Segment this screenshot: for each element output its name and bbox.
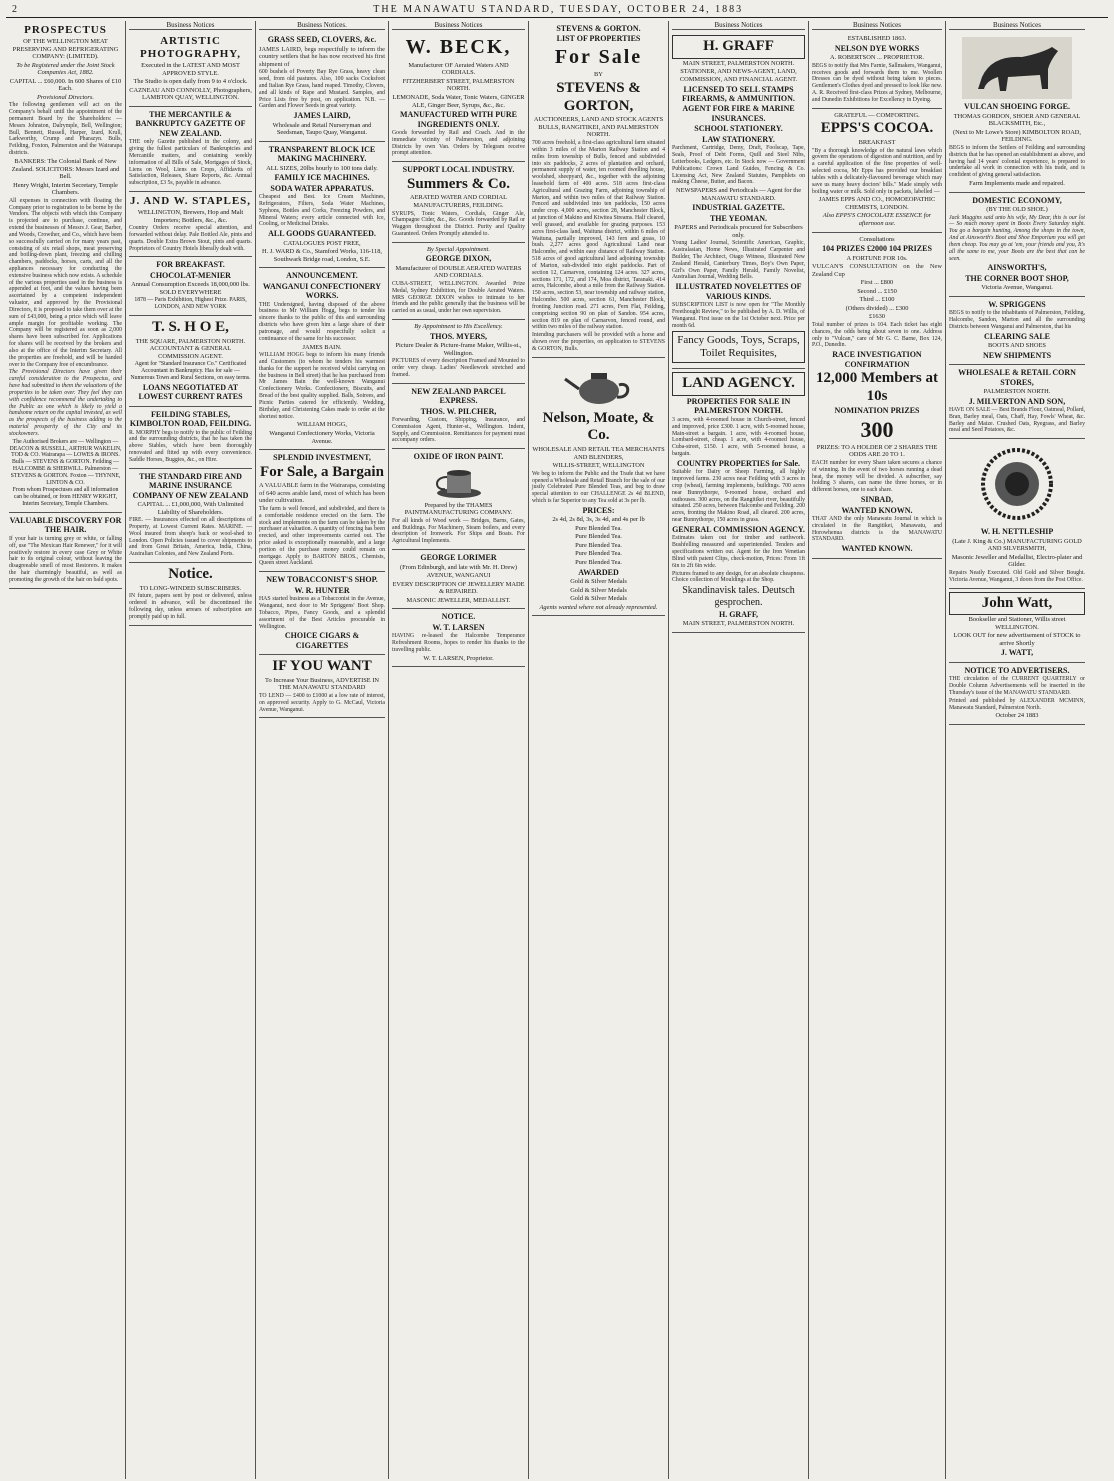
cigars: CHOICE CIGARS & CIGARETTES bbox=[284, 631, 360, 650]
tobacconist-heading: NEW TOBACCONIST'S SHOP. bbox=[266, 575, 378, 585]
horse-icon bbox=[962, 37, 1072, 99]
watt-sub: Bookseller and Stationer, Willis street WELLINGTON. bbox=[968, 616, 1066, 631]
larsen-body: HAVING re-leased the Halcombe Temperance Refreshment Rooms, hopes to render his thanks to the travelling public. bbox=[392, 633, 525, 653]
myers-body: PICTURES of every description Framed and Mounted to order very cheap. Ladies' Needlework stretched and framed. bbox=[392, 358, 525, 378]
prospectus-company: OF THE WELLINGTON MEAT PRESERVING AND REFRIGERATING COMPANY: (LIMITED). bbox=[12, 37, 119, 61]
vulcan-prizes: 104 PRIZES £2000 104 PRIZES bbox=[822, 244, 932, 254]
staples-ad bbox=[129, 192, 252, 257]
confectionery-body: THE Undersigned, having disposed of the above business to Mr William Hogg, begs to tender his sincere thanks to the public of this and surrounding districts who have given him a large share of their patronage, and would respectfully solicit a continuance of the same for his successor. bbox=[259, 301, 385, 342]
corner-heading: THE CORNER BOOT SHOP, bbox=[965, 273, 1069, 283]
spriggens-heading: W. SPRIGGENS bbox=[988, 299, 1046, 309]
mercantile-heading: THE MERCANTILE & BANKRUPTCY GAZETTE OF NEW ZEALAND. bbox=[135, 109, 246, 138]
column-1b-head: Business Notices bbox=[129, 21, 252, 30]
bargain-body: The farm is well fenced, and subdivided, and there is a comfortable residence erected on the farm. The stock and implements on the farm can be taken by the purchaser at valuation. A quantity of fencing has been erected, and other improvements carried out. The price asked is exceptionally reasonable, and a large portion of the purchase money could remain on mortgage. Apply to BARTON BROS., Chemists, Queen street Auckland. bbox=[259, 505, 385, 567]
column-3-head: Business Notices bbox=[392, 21, 525, 30]
laird-heading: GRASS SEED, CLOVERS, &c. bbox=[267, 35, 377, 45]
wanted-known-body: THAT AND the only Manawatu Journal in which is circulated in the Rangitikei, Manawatu, and Horowhenua districts is the MANAWATU STANDARD. bbox=[812, 515, 942, 543]
column-5-head: Business Notices bbox=[672, 21, 805, 30]
graff-periodicals: Young Ladies' Journal, Scientific American, Graphic, Australasian, Home News, Illustrated Carpenter and Builder, The Architect, Otago Witness, Illustrated New Zealand Herald, Canterbury Times, Boy's Own Paper, Girl's Own Paper, Family Herald, Family Novelist, Australian Journal, Wedding Bells. bbox=[672, 240, 805, 281]
parcel-ad bbox=[392, 384, 525, 450]
menier-awards: 1878 — Paris Exhibition, Highest Prize. PARIS, LONDON, AND NEW YORK bbox=[134, 297, 247, 311]
paint-can-icon bbox=[429, 465, 489, 499]
milverton-stores: WHOLESALE & RETAIL CORN STORES, bbox=[958, 368, 1076, 387]
prospectus-contact: From whom Prospectuses and all information can be obtained, or from HENRY WRIGHT, Interim Secretary, Temple Chambers. bbox=[12, 487, 119, 508]
menier-heading: CHOCOLAT-MENIER bbox=[150, 270, 231, 280]
epps-ad bbox=[812, 109, 942, 233]
spriggens-shipments: NEW SHIPMENTS bbox=[982, 350, 1052, 360]
domestic-poem: Jack Muggins said unto his wife, My Dear, this is our lot — So much money spent in Boots Every Saturday night. You go a bargain hunting, Among the shops in the town, And at Ainsworth's Boot and Shoe Emporium you will get them cheap. You may go at 'em, your friends and you, It's all the same to me, your Boots are the best that can be seen. bbox=[949, 214, 1085, 262]
sg-banner: STEVENS & GORTON. bbox=[556, 24, 641, 33]
notice-heading: Notice. bbox=[168, 566, 213, 583]
graff-trade: STATIONER, AND NEWS-AGENT, LAND, COMMISSION, AND FINANCIAL AGENT. bbox=[679, 68, 798, 84]
summers-ad bbox=[392, 162, 525, 243]
prospectus-note: The Provisional Directors have given their careful consideration to the Prospectus, and have had submitted to them the valuations of the properties to be taken over. They feel they can with confidence recommend the undertaking to the Public as one which is likely to yield a handsome return on the capital invested, as well as the prospects of the business adding to the material prosperity of the City and its stockowners. bbox=[9, 369, 122, 437]
hoe-ad bbox=[129, 316, 252, 407]
family-ice: FAMILY ICE MACHINES. bbox=[274, 173, 370, 183]
vulcan-second: Second ... £150 bbox=[857, 287, 897, 295]
nelson-moate-ad bbox=[532, 358, 665, 617]
sg-for-sale: For Sale bbox=[554, 45, 643, 68]
hogg-sub: Wanganui Confectionery Works, Victoria Avenue. bbox=[269, 430, 375, 445]
vulcan-race: RACE INVESTIGATION CONFIRMATION bbox=[832, 350, 922, 369]
photography-firm: CAZNEAU AND CONNOLLY, Photographers, LAMBTON QUAY, WELLINGTON. bbox=[129, 86, 252, 102]
myers-appointment: By Appointment to His Excellency. bbox=[414, 323, 503, 331]
forge-heading: VULCAN SHOEING FORGE. bbox=[963, 102, 1070, 112]
beck-heading: W. BECK, bbox=[405, 36, 512, 59]
page-mark-right bbox=[1098, 4, 1102, 15]
summers-body: SYRUPS, Tonic Waters, Cordials, Ginger Ale, Champagne Cider, &c., &c. Goods forwarded by Rail or Waggon throughout the District. Purity and Quality Guaranteed. Orders Promptly attended to. bbox=[392, 210, 525, 238]
gordon-implements: Farm Implements made and repaired. bbox=[969, 180, 1065, 188]
nelson-prices: PRICES: bbox=[582, 505, 615, 515]
sg-by: BY bbox=[594, 71, 603, 79]
want-body: TO LEND — £400 to £1000 at a low rate of interest, on approved security. Apply to G. McCaul, Victoria Avenue, Wanganui. bbox=[259, 692, 385, 713]
spriggens-ad bbox=[949, 297, 1085, 365]
nelson-sub: WHOLESALE AND RETAIL TEA MERCHANTS AND BLENDERS, bbox=[532, 446, 665, 461]
land-mouldings: Pictures framed to any design, for an absolute cheapness. Choice collection of Mouldings at the Shop. bbox=[672, 570, 805, 584]
lorimer-ad bbox=[392, 550, 525, 609]
blended-4: Pure Blended Tea. bbox=[575, 550, 622, 558]
hogg-sign: WILLIAM HOGG, bbox=[296, 421, 348, 429]
tobacconist-ad bbox=[259, 572, 385, 655]
myers-ad bbox=[392, 320, 525, 384]
nettleship-ad bbox=[949, 439, 1085, 588]
domestic-heading: DOMESTIC ECONOMY, bbox=[972, 195, 1062, 205]
laird-intro: JAMES LAIRD, begs respectfully to inform the country settlers that he has now received his first shipment of bbox=[259, 45, 385, 68]
graff-subscription: SUBSCRIPTION LIST is now open for "The Monthly Freethought Review," to be published by A. D. Willis, of Wanganui. First issue on the 1st October next. Price per month 6d. bbox=[672, 302, 805, 329]
graff-agent: AGENT FOR FIRE & MARINE INSURANCES. bbox=[682, 104, 795, 123]
dixon-appointment: By Special Appointment. bbox=[427, 245, 490, 253]
want-sub: To Increase Your Business, ADVERTISE IN THE MANAWATU STANDARD bbox=[264, 676, 379, 692]
graff-ad bbox=[672, 32, 805, 369]
announcement: ANNOUNCEMENT. bbox=[286, 271, 358, 281]
column-1b bbox=[126, 21, 256, 1479]
myers-sub: Picture Dealer & Picture-frame Maker, Willis-st., Wellington. bbox=[395, 342, 522, 357]
teapot-illustration bbox=[532, 363, 665, 407]
vulcan-odds: PRIZES: TO A HOLDER OF 2 SHARES THE ODDS ARE 20 TO 1. bbox=[816, 443, 938, 459]
paint-can-illustration bbox=[392, 465, 525, 499]
printer-imprint: Printed and published by ALEXANDER MCMINN, Manawatu Standard, Palmerston North. bbox=[949, 697, 1085, 711]
nettleship-body: Repairs Neatly Executed. Old Gold and Silver Bought. Victoria Avenue, Wanganui, 3 doors from the Post Office. bbox=[949, 569, 1085, 583]
sg-sub: AUCTIONEERS, LAND AND STOCK AGENTS BULLS, RANGITIKEI, AND PALMERSTON NORTH. bbox=[533, 116, 664, 139]
graff-sign-address: MAIN STREET, PALMERSTON NORTH. bbox=[682, 620, 795, 628]
staples-sub: WELLINGTON, Brewers, Hop and Malt Importers; Bottlers, &c., &c. bbox=[137, 209, 244, 224]
photography-ad bbox=[129, 32, 252, 107]
graff-heading: H. GRAFF bbox=[672, 35, 805, 59]
domestic-ad bbox=[949, 193, 1085, 297]
photography-heading: ARTISTIC PHOTOGRAPHY, bbox=[140, 35, 241, 61]
graff-law: LAW STATIONERY. bbox=[702, 134, 775, 144]
dye-body: BEGS to notify that Mrs Farnie, Sallmakers, Wanganui, receives goods and forwards them to me. Woollen Dresses can be dyed without being taken to pieces. Gentlemen's Clothes dyed and pressed to look like new. A. R. Received first-class Prizes at Sydney, Melbourne, and Dunedin Exhibitions for Excellency in Dyeing. bbox=[812, 62, 942, 103]
soda-body: Cheapest and Best. Ice Cream Machines, Refrigerators, Filters, Soda Water Machines, Syphons, Bottles and Corks, Freezing Powders, and Mineral Waters; every article connected with Ice, Cooling, or Medicinal Drinks. bbox=[259, 194, 385, 228]
lorimer-address: AVENUE, WANGANUI bbox=[426, 572, 491, 580]
land-properties: PROPERTIES FOR SALE IN PALMERSTON NORTH. bbox=[686, 397, 791, 416]
oxide-sub: Prepared by the THAMES PAINTMANUFACTURING COMPANY. bbox=[404, 501, 513, 517]
ice-ad bbox=[259, 142, 385, 269]
consultations: Consultations bbox=[859, 235, 895, 243]
vulcan-fortune: A FORTUNE FOR 10s. bbox=[846, 254, 908, 262]
vulcan-sweep: EACH number for every Share taken secures a chance of winning. In the event of two horses running a dead heat, the money will be divided. A subscriber, say holding 3 shares, can name the three horses, or in different horses, one to each share. bbox=[812, 459, 942, 494]
wanted-known: WANTED KNOWN. bbox=[841, 505, 913, 515]
ice-heading: TRANSPARENT BLOCK ICE MAKING MACHINERY. bbox=[268, 144, 376, 164]
hunter-name: W. R. HUNTER bbox=[294, 585, 350, 595]
laird-name: JAMES LAIRD, bbox=[293, 111, 351, 121]
beck-pure: MANUFACTURED WITH PURE INGREDIENTS ONLY. bbox=[399, 110, 518, 129]
nelson-address: WILLIS-STREET, WELLINGTON bbox=[552, 462, 645, 470]
medal-icon bbox=[977, 444, 1057, 524]
laird-sub: Wholesale and Retail Nurseryman and Seedsman, Taupo Quay, Wanganui. bbox=[272, 121, 372, 137]
beck-sub: Manufacturer OF Aerated Waters AND CORDIALS. bbox=[408, 61, 509, 77]
epps-comforting: GRATEFUL — COMFORTING. bbox=[834, 111, 920, 119]
beck-products: LEMONADE, Soda Water, Tonic Waters, GINGER ALE, Ginger Beer, Syrups, &c., &c. bbox=[392, 94, 525, 109]
ward-address: H. J. WARD & Co., Stamford Works, 116-118, Southwark Bridge road, London, S.E. bbox=[261, 248, 383, 263]
column-graff bbox=[669, 21, 809, 1479]
larsen-sign: W. T. LARSEN, Proprietor. bbox=[423, 654, 494, 662]
sinbad-heading: SINBAD, bbox=[860, 495, 894, 505]
page-mark-left: 2 bbox=[12, 4, 18, 15]
medals-2: Gold & Silver Medals bbox=[570, 586, 627, 594]
dixon-heading: GEORGE DIXON, bbox=[425, 254, 492, 264]
stables-ad bbox=[129, 407, 252, 469]
column-prospectus bbox=[6, 21, 126, 1479]
mercantile-ad bbox=[129, 107, 252, 192]
graff-law-body: Parchment, Cartridge, Demy, Draft, Foolscap, Tape, Seals, Proof of Debt Forms, Quill and Steel Nibs, Letterbooks, Ledgers, etc. In Stock now — Government Publications: Crown Land Guides, Fencing & Co. Licensing Act, New Zealand Statutes, Pamphlets on making Cheese, Butter, and Bacon. bbox=[672, 145, 805, 186]
graff-papers: PAPERS and Periodicals procured for Subscribers only. bbox=[674, 224, 803, 239]
advertisers-heading: NOTICE TO ADVERTISERS. bbox=[964, 665, 1070, 675]
hair-discovery-ad bbox=[9, 513, 122, 589]
prospectus-heading: PROSPECTUS bbox=[24, 24, 107, 36]
land-commission: GENERAL COMMISSION AGENCY. bbox=[672, 524, 805, 534]
standard-fire-capital: CAPITAL ... £1,000,000, With Unlimited Liability of Shareholders. bbox=[137, 501, 244, 516]
sg-enquire: Intending purchasers will be provided with a horse and shown over the properties, on application to STEVENS & GORTON, Bulls. bbox=[532, 332, 665, 352]
want-heading: IF YOU WANT bbox=[272, 658, 372, 675]
summers-sub: AERATED WATER AND CORDIAL MANUFACTURERS, FEILDING. bbox=[410, 194, 507, 209]
land-listings: 3 acres, with 4-roomed house in Church-street, fenced and improved, price £300. 1 acre, with 5-roomed house, Main-street a bargain. 1 acre, with 4-roomed house, Lombard-street, cheap. 1 acre, with 4-roomed house, Cuba-street, £150. 1 acre, with 5-roomed house, a bargain. bbox=[672, 416, 805, 458]
dixon-body: CUBA-STREET, WELLINGTON. Awarded Prize Medal, Sydney Exhibition, for Double Aerated Waters. MRS GEORGE DIXON wishes to intimate to her friends and the public generally that the business will be carried on as usual, under her own supervision. bbox=[392, 280, 525, 315]
standard-fire-body: FIRE. — Insurances effected on all descriptions of Property, at Lowest Current Rates. MARINE. — Wool insured from sheep's back or wool-shed to London. Open Policies issued to cover shipments to and from Great Britain, America, India, China, Australian Colonies, and New Zealand Ports. bbox=[129, 517, 252, 558]
sg-heading: STEVENS & GORTON, bbox=[556, 80, 641, 114]
confectionery-ad bbox=[259, 268, 385, 450]
standard-fire-heading: THE STANDARD FIRE AND MARINE INSURANCE COMPANY OF NEW ZEALAND bbox=[132, 471, 249, 500]
beck-body: Goods forwarded by Rail and Coach. And in the immediate vicinity of Palmerston, and adjoining Districts by own Van. Orders by Telegram receive prompt attention. bbox=[392, 130, 525, 157]
summers-heading: Summers & Co. bbox=[407, 175, 510, 192]
graff-yeoman: THE YEOMAN. bbox=[709, 213, 768, 223]
parcel-body: Forwarding, Custom, Shipping, Insurance, and Commission Agent, Hunter-st., Wellington. Indent, Supply, and Commission. Remittances for payment must accompany orders. bbox=[392, 416, 525, 444]
hair-discovery-body: If your hair is turning grey or white, or falling off, use "The Mexican Hair Renewer," for it will positively restore in every case Grey or White hair to its original colour, without leaving the disagreeable smell of most Restorers. It makes the hair charmingly beautiful, as well as promoting the growth of the hair on bald spots. bbox=[9, 535, 122, 583]
graff-gothic: Skandinavisk tales. Deutsch gesprochen. bbox=[682, 585, 795, 608]
prospectus-body: The following gentlemen will act on the Company's behalf until the appointment of the permanent Board by the Shareholders: — Messrs Johnston, Dalrymple, Bell, Wellington; Bull, Bennett, Russell, Harper, Izard, Krull, Larkworthy, Crump and Pharazyn. Bulls, Feilding, Foxton, Palmerston and the Wairarapa districts. bbox=[9, 102, 122, 157]
oxide-body: For all kinds of Wood work — Bridges, Barns, Gates, and Buildings. For Machinery, Steam boilers, and every description of Ironwork. For Ships and Boats. For Agricultural Implements. bbox=[392, 517, 525, 545]
notice-sub: TO LONG-WINDED SUBSCRIBERS. bbox=[139, 584, 242, 592]
gordon-address: (Next to Mr Lowe's Store) KIMBOLTON ROAD, FEILDING. bbox=[952, 128, 1082, 144]
prospectus-objects: All expenses in connection with floating the Company prior to registration to be borne by the Vendors. The objects with which this Company is projected are to purchase, continue, and extend the businesses of Messrs J. Gear, Barber, and Woods, Crowther, and Co., which have been so successfully carried on for many years past, consisting of six retail shops, meat preserving and boiling-down plant, freezing and chilling chambers, paddocks, horses, carts, and all the appliances necessary for conducting the extensive business which now exists. A schedule of the various properties used in the business is appended at foot, and the values having been ascertained by a competent independent valuator, and approved by the Provisional Directors, it is proposed to take them over at the sum of £43,000, being a price which will leave ample margin for profitable working. The Company will be registered as soon as 2,000 shares have been subscribed for. Applications for shares will be received by the brokers and also at the office of the Interim Secretary. All the properties are freehold, and will be handed over to the Company free of encumbrance. bbox=[9, 197, 123, 368]
land-commission-body: Estimates taken out for timber and earthwork. Bushfelling measured and superintended. Tenders and specifications written out. Agent for the Iron Venetian Blind with patent Clips, check-motion, Prices: From 1ft 6in to 2ft 6in wide. bbox=[672, 535, 805, 569]
graff-fancy: Fancy Goods, Toys, Scraps, Toilet Requisites, bbox=[672, 331, 805, 363]
dye-heading: NELSON DYE WORKS bbox=[834, 43, 920, 53]
horse-illustration bbox=[949, 37, 1085, 99]
watt-lookout: LOOK OUT for new advertisement of STOCK to arrive Shortly bbox=[953, 632, 1081, 647]
catalogues: CATALOGUES POST FREE, bbox=[283, 239, 361, 247]
land-country-body: Suitable for Dairy or Sheep Farming, all highly improved farms. 230 acres near Feilding with 3 acres in crop (wheat), farming implements, buildings. 700 acres near Bunnythorpe, 9-roomed house, orchard and outhouses. 300 acres, on the Rangitikei river, beautifully situated. 250 acres, between Halcombe and Feilding. 200 acres, fronting the Makino Road, all cleared. 200 acres, near Bunnythorpe, 150 acres in grass. bbox=[672, 469, 805, 524]
graff-novelettes: ILLUSTRATED NOVELETTES OF VARIOUS KINDS. bbox=[675, 282, 802, 301]
graff-sign: H. GRAFF, bbox=[718, 609, 759, 619]
laird-body: 600 bushels of Poverty Bay Rye Grass, heavy clean seed, from old pastures. Also, 100 sacks Cocksfoot and Italian Rye Grass, hand reaped. Timothy, Clovers, and all kinds of Rape and Mustard. Samples, and Price Lists free by post, on application. N.B. — Garden and Flower Seeds in great variety. bbox=[259, 69, 385, 110]
prospectus-secretary: Henry Wright, Interim Secretary, Temple Chambers. bbox=[13, 181, 118, 197]
milverton-ad bbox=[949, 365, 1085, 439]
stevens-gorton-ad bbox=[532, 21, 665, 358]
nelson-body: We beg to inform the Public and the Trade that we have opened a Wholesale and Retail Branch for the sale of our justly Celebrated Pure Blended Teas, and beg to draw special attention to our CHALLENGE 2s 4d BLEND, which is far Superior to any Tea sold at 3s per lb. bbox=[532, 470, 665, 505]
epps-body: "By a thorough knowledge of the natural laws which govern the operations of digestion and nutrition, and by a careful application of the fine properties of well-selected cocoa, Mr Epps has provided our breakfast tables with a delicately-flavoured beverage which may save us many heavy doctors' bills." Made simply with boiling water or milk. Sold only in packets, labelled — bbox=[812, 147, 942, 195]
spriggens-clearing: CLEARING SALE bbox=[983, 331, 1050, 341]
lorimer-jewellery: EVERY DESCRIPTION OF JEWELLERY MADE & REPAIRED. bbox=[392, 580, 525, 596]
larsen-heading: W. T. LARSEN bbox=[432, 622, 485, 632]
stables-body: R. MORPHY begs to notify to the public of Feilding and the surrounding districts, that he has taken the above Stables, which have been thoroughly renovated and fitted up with every convenience. Saddle Horses, Buggies, &c., on Hire. bbox=[129, 429, 252, 463]
photography-hours: The Studio is open daily from 9 to 4 o'clock. bbox=[133, 78, 248, 86]
nelson-agents: Agents wanted where not already represented. bbox=[539, 603, 658, 611]
corner-sub: Victoria Avenue, Wanganui. bbox=[981, 284, 1053, 292]
photography-sub: Executed in the LATEST AND MOST APPROVED STYLE. bbox=[141, 62, 240, 77]
want-ad bbox=[259, 655, 385, 718]
menier-ad bbox=[129, 257, 252, 316]
soda-apparatus: SODA WATER APPARATUS. bbox=[270, 183, 374, 193]
watt-ad bbox=[949, 589, 1085, 663]
hoe-body: Agent for "Standard Insurance Co." Certificated Accountant in Bankruptcy. Has for sale — Numerous Town and Rural Sections, on easy terms. bbox=[130, 361, 251, 382]
blended-1: Pure Blended Tea. bbox=[575, 524, 622, 532]
bargain-ad bbox=[259, 450, 385, 572]
larsen-ad bbox=[392, 609, 525, 667]
larsen-notice: NOTICE. bbox=[441, 612, 476, 622]
milverton-body: HAVE ON SALE — Best Brands Flour, Oatmeal, Pollard, Bran, Barley meal, Oats, Chaff, Hay, Fowls' Wheat, &c. Barley and Maize. Crushed Oats, Ryegrass, and Barley meal and Seed Potatoes, &c. bbox=[949, 406, 1085, 434]
blended-2: Pure Blended Tea. bbox=[575, 533, 622, 541]
epps-heading: EPPS'S COCOA. bbox=[820, 120, 934, 137]
dye-works-ad bbox=[812, 32, 942, 109]
dye-established: ESTABLISHED 1863. bbox=[847, 35, 907, 43]
column-stevens-gorton bbox=[529, 21, 669, 1479]
prospectus-registered: To be Registered under the Joint Stock Companies Act, 1882. bbox=[16, 61, 115, 77]
notice-ad bbox=[129, 563, 252, 626]
vulcan-total: £1630 bbox=[869, 313, 885, 321]
graff-licensed: LICENSED TO SELL STAMPS FIREARMS, & AMMUNITION. bbox=[682, 84, 795, 104]
epps-also: Also EPPS'S CHOCOLATE ESSENCE for afternoon use. bbox=[822, 212, 932, 227]
land-country: COUNTRY PROPERTIES for Sale. bbox=[677, 458, 800, 468]
vulcan-third: Third ... £100 bbox=[859, 296, 895, 304]
spriggens-body: BEGS to notify to the inhabitants of Palmerston, Feilding, Halcombe, Sandon, Marton and all the surrounding Districts between Wanganui and Palmerston, that his bbox=[949, 310, 1085, 330]
column-beck bbox=[389, 21, 529, 1479]
dixon-sub: Manufacturer of DOUBLE AERATED WATERS AND CORDIALS. bbox=[395, 264, 522, 280]
graff-industrial: INDUSTRIAL GAZETTE. bbox=[692, 203, 785, 213]
prospectus-capital: CAPITAL ... £60,000. In 600 Shares of £10 Each. bbox=[9, 77, 122, 93]
land-agency-heading: LAND AGENCY. bbox=[672, 372, 805, 396]
menier-breakfast: FOR BREAKFAST. bbox=[156, 260, 225, 270]
graff-sub: MAIN STREET, PALMERSTON NORTH. bbox=[682, 59, 795, 67]
hoe-sub: THE SQUARE, PALMERSTON NORTH. ACCOUNTANT & GENERAL COMMISSION AGENT. bbox=[135, 337, 246, 360]
column-2-head: Business Notices. bbox=[259, 21, 385, 30]
beck-address: FITZHERBERT STREET, PALMERSTON NORTH. bbox=[402, 77, 515, 93]
guaranteed: ALL GOODS GUARANTEED. bbox=[268, 229, 376, 239]
masthead bbox=[6, 4, 1108, 18]
column-laird bbox=[256, 21, 389, 1479]
medal-illustration bbox=[949, 444, 1085, 524]
dye-proprietor: A. ROBERTSON ... PROPRIETOR. bbox=[830, 54, 924, 62]
lorimer-masonic: MASONIC JEWELLER, MEDALLIST. bbox=[406, 596, 511, 604]
land-agency-ad bbox=[672, 369, 805, 632]
hoe-loans: LOANS NEGOTIATED AT LOWEST CURRENT RATES bbox=[138, 382, 243, 402]
notice-body: IN future, papers sent by post or delivered, unless ordered in advance, will be discontinued the following day, unless arrears of subscription are promptly paid up in full. bbox=[129, 593, 252, 620]
dixon-ad bbox=[392, 243, 525, 320]
column-gordon bbox=[946, 21, 1088, 1479]
oxide-ad bbox=[392, 449, 525, 550]
advertisers-ad bbox=[949, 663, 1085, 725]
column-7-head: Business Notices bbox=[949, 21, 1085, 30]
myers-heading: THOS. MYERS, bbox=[429, 331, 488, 341]
prospectus-ad bbox=[9, 21, 122, 513]
confectionery-heading: WANGANUI CONFECTIONERY WORKS. bbox=[262, 281, 382, 301]
bargain-intro: A VALUABLE farm in the Wairarapa, consisting of 640 acres arable land, most of which has been under cultivation. bbox=[259, 482, 385, 505]
vulcan-starters: (Others divided) ... £300 bbox=[845, 304, 909, 312]
standard-fire-ad bbox=[129, 469, 252, 563]
sg-list: LIST OF PROPERTIES bbox=[556, 34, 641, 44]
menier-sub: Annual Consumption Exceeds 18,000,000 lbs. SOLD EVERYWHERE bbox=[131, 281, 250, 296]
stables-heading: FEILDING STABLES, KIMBOLTON ROAD, FEILDING. bbox=[129, 409, 252, 429]
blended-5: Pure Blended Tea. bbox=[575, 559, 622, 567]
vulcan-forge-ad bbox=[949, 32, 1085, 192]
nelson-heading: Nelson, Moate, & Co. bbox=[542, 409, 655, 444]
gordon-body: BEGS to inform the Settlers of Feilding and surrounding districts that he has opened an establishment as above, and having had 14 years' colonial experience, is prepared to undertake all work in connection with his trade, and is confident of giving general satisfaction. bbox=[949, 144, 1085, 179]
vulcan-300: 300 bbox=[860, 416, 894, 442]
pilcher-name: THOS. W. PILCHER, bbox=[420, 406, 497, 416]
vulcan-consultation-ad bbox=[812, 233, 942, 559]
domestic-sub: (BY THE OLD SHOE.) bbox=[986, 206, 1048, 213]
prospectus-brokers: The Authorised Brokers are — Wellington — DEACON & RUSSELL, ARTHUR WAKELIN, TOD & CO. Wairarapa — LOWES & IRONS. Bulls — STEVENS & GORTON. Feilding — HALCOMBE & SHERWILL. Palmerston — STEVENS & GORTON. Foxton — THYNNE, LINTON & CO. bbox=[9, 438, 122, 486]
column-vulcan bbox=[809, 21, 946, 1479]
graff-newspapers: NEWSPAPERS and Periodicals — Agent for the MANAWATU STANDARD. bbox=[675, 187, 802, 202]
nelson-awarded: AWARDED bbox=[578, 567, 619, 577]
bargain-heading: For Sale, a Bargain bbox=[260, 463, 384, 480]
teapot-icon bbox=[559, 363, 639, 407]
spriggens-boots: BOOTS AND SHOES bbox=[988, 342, 1046, 350]
splendid-heading: SPLENDID INVESTMENT, bbox=[273, 453, 371, 463]
vulcan-first: First ... £800 bbox=[860, 279, 894, 287]
staples-body: Country Orders receive special attention, and forwarded without delay. Pale Bottled Ale, pints and quarts. Double Extra Brown Stout, pints and quarts. Proprietors of Country Hotels liberally dealt with. bbox=[129, 225, 252, 252]
lorimer-sub: (From Edinburgh, and late with Mr. H. Drew) bbox=[399, 563, 518, 571]
hunter-body: HAS started business as a Tobacconist in the Avenue, Wanganui, next door to Mr Spriggens' Boot Shop. Tobacco, Pipes, Fancy Goods, and a splendid assortment of the Best Articles procurable in Wellington. bbox=[259, 596, 385, 630]
beck-ad bbox=[392, 32, 525, 162]
mercantile-body: THE only Gazette published in the colony, and giving the fullest particulars of Bankruptcies and Mercantile matters, and containing weekly information of all Bills of Sale, Mortgages of Stock, Liens on Wool, Liens on Crops, Affidavits of Satisfaction, Releases, Share Reports, &c. Annual subscription, £3 5s, payable in advance. bbox=[129, 139, 252, 187]
milverton-address: PALMERSTON NORTH. bbox=[983, 387, 1051, 395]
hoe-heading: T. S. H O E, bbox=[152, 319, 229, 336]
wanted-known-2: WANTED KNOWN. bbox=[841, 544, 913, 554]
watt-sign: J. WATT, bbox=[1000, 648, 1034, 658]
gordon-name: THOMAS GORDON, SHOER AND GENERAL BLACKSMITH, Etc., bbox=[953, 112, 1081, 128]
oxide-heading: OXIDE OF IRON PAINT. bbox=[413, 452, 504, 462]
nelson-prices-list: 2s 4d, 2s 8d, 3s, 3s 4d, and 4s per lb bbox=[552, 516, 645, 524]
watt-heading: John Watt, bbox=[949, 592, 1085, 616]
support-heading: SUPPORT LOCAL INDUSTRY. bbox=[402, 165, 515, 175]
laird-ad bbox=[259, 32, 385, 142]
vulcan-body: Total number of prizes is 104. Each ticket has eight chances, the odds being about seven to one. Address only to "Vulcan," care of Mr G. C. Barne, Box 124, P.O., Dunedin. bbox=[812, 321, 942, 349]
ice-sizes: ALL SIZES, 20lbs hourly to 100 tons daily. bbox=[266, 164, 378, 172]
prospectus-directors: Provisional Directors. bbox=[36, 93, 95, 101]
blended-3: Pure Blended Tea. bbox=[575, 541, 622, 549]
lorimer-heading: GEORGE LORIMER bbox=[420, 553, 497, 563]
column-6-head: Business Notices bbox=[812, 21, 942, 30]
epps-chemists: JAMES EPPS AND CO., HOMOEOPATHIC CHEMISTS, LONDON. bbox=[818, 196, 936, 211]
masthead-title: THE MANAWATU STANDARD, TUESDAY, OCTOBER 24, 1883 bbox=[373, 4, 744, 15]
imprint-date: October 24 1883 bbox=[995, 712, 1039, 720]
vulcan-heading: VULCAN'S CONSULTATION on the New Zealand Cup bbox=[812, 263, 942, 278]
ainsworth-heading: AINSWORTH'S, bbox=[987, 263, 1047, 273]
hair-discovery-heading: VALUABLE DISCOVERY FOR THE HAIR. bbox=[9, 515, 122, 535]
nettleship-sub2: Masonic Jeweller and Medallist, Electro-plater and Gilder. bbox=[951, 553, 1083, 569]
vulcan-members: 12,000 Members at 10s bbox=[815, 370, 939, 404]
medals-3: Gold & Silver Medals bbox=[570, 595, 627, 603]
epps-breakfast: BREAKFAST bbox=[858, 138, 896, 146]
advertisers-body: THE circulation of the CURRENT QUARTERLY or Double Column Advertisements will be inserted in the Thursday's issue of the MANAWATU STANDARD. bbox=[949, 676, 1085, 696]
staples-heading: J. AND W. STAPLES, bbox=[129, 195, 252, 208]
hogg-body: WILLIAM HOGG begs to inform his many friends and Customers (to whom he tenders his warmest thanks for the support he received whilst carrying on the business in Bell street) that he has purchased from Mr James Bain the well-known Wanganui Confectionery Works. Confectionery, Biscuits, and Bread of the best quality supplied. Balls, Soirees, and Picnic Parties catered for efficiently. Wedding, Birthday, and Christening Cakes made to order at the shortest notice. bbox=[259, 352, 385, 420]
graff-school: SCHOOL STATIONERY. bbox=[694, 124, 783, 134]
milverton-heading: J. MILVERTON AND SON, bbox=[968, 396, 1066, 406]
sg-listings: 700 acres freehold, a first-class agricultural farm situated within 3 miles of the Marton Railway Station and 4 miles from township of Bulls, fenced and subdivided into six paddocks, 2 acres of plantation and orchard, permanent supply of water, ten roomed dwelling house, woolshed, sheepyard, &c., together with the adjoining leasehold farm of 400 acres. 518 acres first-class Agricultural and Grazing Farm, adjoining township of Marton, and within two miles of that Railway Station. Fenced and subdivided into ten paddocks, 150 acres under crop. 4,000 acres, section 28, Manchester Block, at junction of Makino and Kiwitea Streams. Half cleared, well grassed, and available for grazing purposes. 153 acres first-class land, Waituna district, within 6 miles of Waituna, partially improved, 143 fern and grass, 10 bush. 2,277 acres good Agricultural Land near Halcombe, and within easy distance of Railway Station. 518 acres of good agricultural land adjoining township of Marton, sub-divided into eight paddocks. Part of section 12, Carnarvon, containing 124 acres. 327 acres, sections 171, 172, and 174, Moa district, Taranaki. 414 acres, Halcombe, about a mile from the Railway Station. 150 acres, section 53, near township and railway station, Halcombe. 500 acres, section 61, Manchester Block, fronting Junction road. 271 acres, Fern Flat, Feilding, comprising section 90 on plan of Sandon. 954 acres, section 819 on plan of Carnarvon, fenced round, and within two miles of the railway station. bbox=[532, 140, 665, 331]
parcel-heading: NEW ZEALAND PARCEL EXPRESS. bbox=[411, 386, 506, 406]
nettleship-heading: W. H. NETTLESHIP bbox=[980, 527, 1054, 537]
prospectus-bankers: BANKERS: The Colonial Bank of New Zealand. SOLICITORS: Messrs Izard and Bell. bbox=[11, 157, 120, 181]
nettleship-sub: (Late J. King & Co.) MANUFACTURING GOLD AND SILVERSMITH, bbox=[952, 537, 1082, 553]
medals-1: Gold & Silver Medals bbox=[570, 578, 627, 586]
vulcan-nomination: NOMINATION PRIZES bbox=[834, 406, 920, 416]
bain-sign: JAMES BAIN. bbox=[302, 343, 342, 351]
